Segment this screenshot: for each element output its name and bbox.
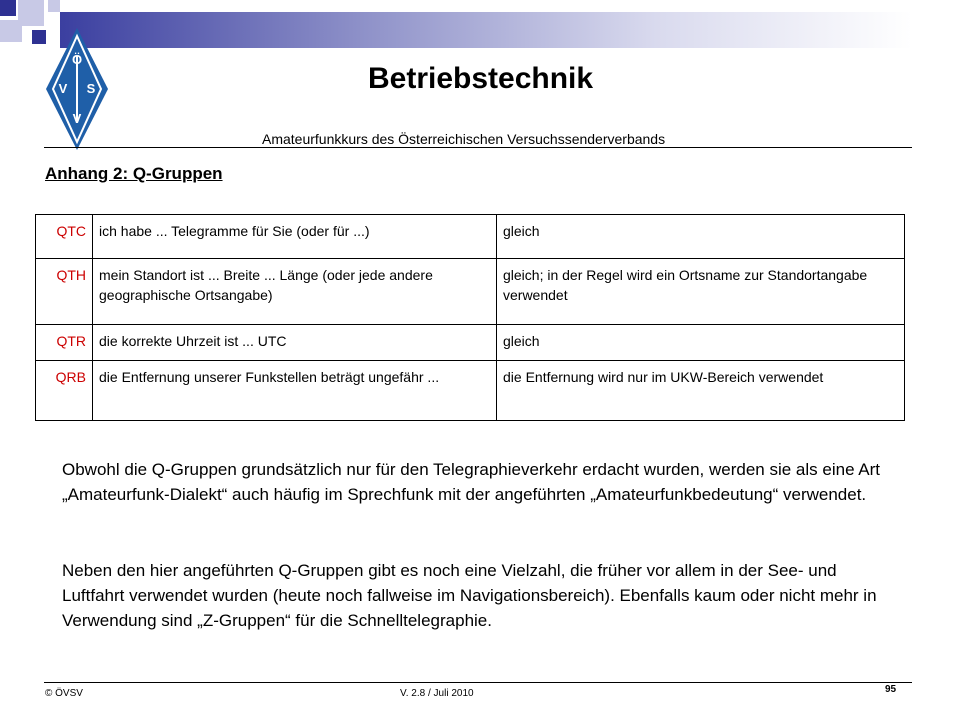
q-response: die Entfernung wird nur im UKW-Bereich verwendet — [497, 361, 905, 421]
q-meaning: die korrekte Uhrzeit ist ... UTC — [93, 325, 497, 361]
footer-version: V. 2.8 / Juli 2010 — [400, 688, 474, 699]
q-meaning: ich habe ... Telegramme für Sie (oder für ...) — [93, 215, 497, 259]
corner-square-light-3 — [48, 0, 60, 12]
q-code: QTH — [36, 259, 93, 325]
footer-copyright: © ÖVSV — [45, 688, 83, 699]
logo-letter-top: Ö — [71, 52, 83, 67]
paragraph-1: Obwohl die Q-Gruppen grundsätzlich nur für den Telegraphieverkehr erdacht wurden, werden sie als eine Art „Amateurfunk-Dialekt“ auch häufig im Sprechfunk mit der angeführten „Amateurfunkbedeutung“ verwendet. — [62, 460, 881, 504]
corner-square-light-2 — [0, 20, 22, 42]
q-code: QRB — [36, 361, 93, 421]
table-row — [36, 325, 905, 361]
page-subtitle: Amateurfunkkurs des Österreichischen Versuchssenderverbands — [262, 131, 666, 147]
oevsv-logo — [44, 26, 110, 152]
logo-letter-right: S — [86, 81, 96, 96]
corner-square-dark-1 — [0, 0, 16, 16]
logo-letter-left: V — [58, 81, 68, 96]
header-divider — [44, 147, 912, 148]
header-gradient-bar — [60, 12, 912, 48]
page-number: 95 — [885, 684, 897, 695]
logo-letter-bottom: V — [72, 111, 82, 126]
table-row — [36, 361, 905, 421]
table-row — [36, 259, 905, 325]
q-meaning: die Entfernung unserer Funkstellen beträgt ungefähr ... — [93, 361, 497, 421]
q-meaning: mein Standort ist ... Breite ... Länge (oder jede andere geographische Ortsangabe) — [93, 259, 497, 325]
q-response: gleich — [497, 215, 905, 259]
section-title: Anhang 2: Q-Gruppen — [45, 164, 223, 183]
paragraph-2: Neben den hier angeführten Q-Gruppen gibt es noch eine Vielzahl, die früher vor allem in der See- und Luftfahrt verwendet wurden (heute noch fallweise im Navigationsbereich). Ebenfalls kaum oder nicht mehr in Verwendung sind „Z-Gruppen“ für die Schnelltelegraphie. — [62, 561, 877, 630]
q-response: gleich; in der Regel wird ein Ortsname zur Standortangabe verwendet — [497, 259, 905, 325]
table-row — [36, 215, 905, 259]
q-code: QTR — [36, 325, 93, 361]
page-title: Betriebstechnik — [368, 62, 594, 95]
q-response: gleich — [497, 325, 905, 361]
footer-divider — [44, 682, 912, 683]
q-groups-table — [35, 214, 905, 421]
q-code: QTC — [36, 215, 93, 259]
